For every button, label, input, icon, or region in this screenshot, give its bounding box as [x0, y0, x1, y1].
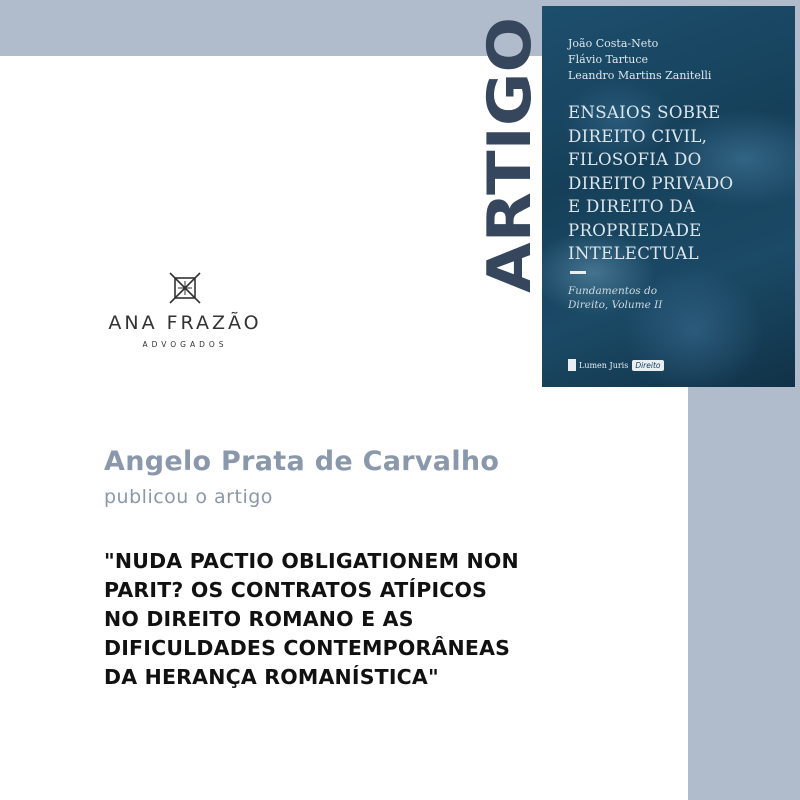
- book-subtitle-line: Direito, Volume II: [568, 299, 663, 311]
- article-title: [104, 547, 664, 692]
- article-title-line: "NUDA PACTIO OBLIGATIONEM NON: [104, 549, 519, 573]
- crossed-square-logo-icon: [169, 272, 201, 304]
- book-subtitle: [568, 284, 662, 312]
- article-title-line: DA HERANÇA ROMANÍSTICA": [104, 665, 439, 689]
- book-title-line: FILOSOFIA DO: [568, 150, 702, 169]
- article-title-line: DIFICULDADES CONTEMPORÂNEAS: [104, 636, 511, 660]
- book-author: Flávio Tartuce: [568, 53, 649, 66]
- book-title-line: DIREITO CIVIL,: [568, 126, 708, 146]
- article-title-line: NO DIREITO ROMANO E AS: [104, 607, 414, 631]
- firm-logo: [100, 272, 270, 349]
- firm-subtitle: ADVOGADOS: [142, 340, 228, 349]
- book-subtitle-line: Fundamentos do: [568, 285, 658, 297]
- book-divider: [570, 271, 586, 274]
- book-title-line: DIREITO PRIVADO: [568, 173, 734, 193]
- publisher-name: Lumen Juris: [579, 360, 629, 370]
- book-title-line: INTELECTUAL: [568, 244, 699, 263]
- article-title-line: PARIT? OS CONTRATOS ATÍPICOS: [104, 578, 488, 602]
- book-authors: [568, 36, 711, 84]
- published-text: publicou o artigo: [104, 486, 273, 508]
- book-title: [568, 101, 793, 266]
- artigo-text: ARTIGO: [475, 39, 545, 293]
- book-author: João Costa-Neto: [568, 37, 659, 50]
- publisher-icon: [568, 359, 576, 371]
- book-author: Leandro Martins Zanitelli: [568, 69, 712, 82]
- firm-name: ANA FRAZÃO: [108, 312, 262, 334]
- book-title-line: E DIREITO DA: [568, 197, 696, 216]
- author-name: Angelo Prata de Carvalho: [104, 446, 500, 477]
- publisher-badge: Direito: [632, 360, 663, 371]
- book-title-line: PROPRIEDADE: [568, 220, 702, 240]
- publisher-logo: [568, 358, 664, 372]
- book-cover: [542, 6, 795, 387]
- artigo-label: [475, 10, 545, 300]
- book-title-line: ENSAIOS SOBRE: [568, 103, 721, 122]
